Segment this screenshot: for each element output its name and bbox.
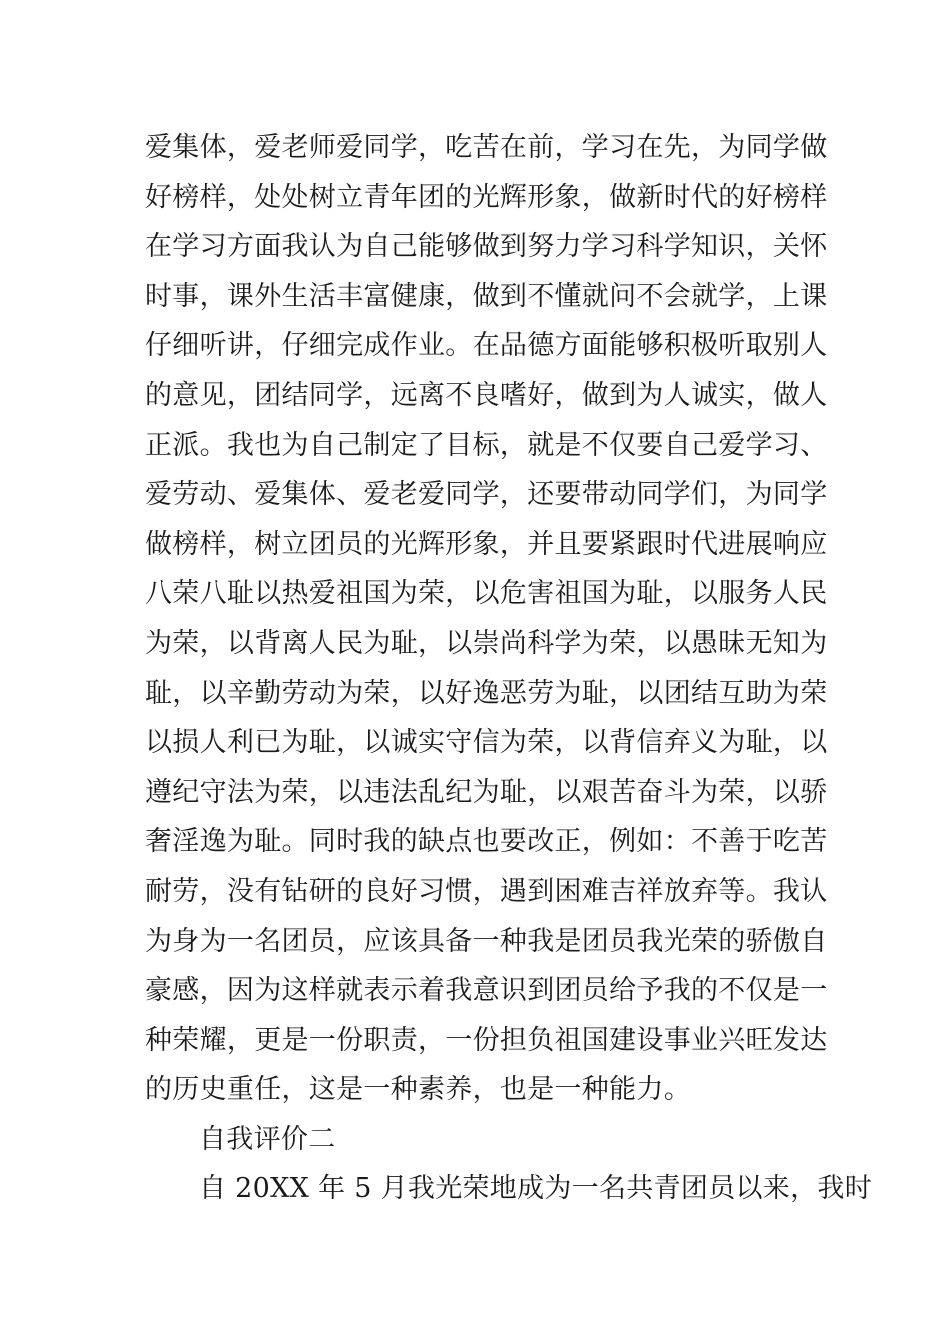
text-line: 好榜样，处处树立青年团的光辉形象，做新时代的好榜样	[145, 181, 828, 213]
text-line: 爱劳动、爱集体、爱老爱同学，还要带动同学们，为同学	[145, 479, 828, 511]
text-line: 为荣，以背离人民为耻，以崇尚科学为荣，以愚昧无知为	[145, 627, 828, 659]
text-line: 时事，课外生活丰富健康，做到不懂就问不会就学，上课	[145, 280, 828, 312]
text-line: 的历史重任，这是一种素养，也是一种能力。	[145, 1074, 691, 1106]
body-text	[145, 123, 873, 1214]
text-line: 以损人利已为耻，以诚实守信为荣，以背信弃义为耻，以	[145, 727, 828, 759]
text-line: 遵纪守法为荣，以违法乱纪为耻，以艰苦奋斗为荣，以骄	[145, 776, 828, 808]
section-heading: 自我评价二	[199, 1123, 336, 1155]
text-line: 爱集体，爱老师爱同学，吃苦在前，学习在先，为同学做	[145, 132, 828, 163]
text-line: 正派。我也为自己制定了目标，就是不仅要自己爱学习、	[145, 429, 828, 461]
text-line: 种荣耀，更是一份职责，一份担负祖国建设事业兴旺发达	[145, 1024, 828, 1056]
text-line: 为身为一名团员，应该具备一种我是团员我光荣的骄傲自	[145, 925, 828, 957]
text-line: 仔细听讲，仔细完成作业。在品德方面能够积极听取别人	[145, 330, 828, 362]
text-line: 的意见，团结同学，远离不良嗜好，做到为人诚实，做人	[145, 379, 828, 411]
text-line: 耻，以辛勤劳动为荣，以好逸恶劳为耻，以团结互助为荣	[145, 677, 828, 709]
text-line: 在学习方面我认为自己能够做到努力学习科学知识，关怀	[145, 231, 828, 263]
text-line: 耐劳，没有钻研的良好习惯，遇到困难吉祥放弃等。我认	[145, 875, 828, 907]
text-line: 豪感，因为这样就表示着我意识到团员给予我的不仅是一	[145, 975, 828, 1007]
text-line: 八荣八耻以热爱祖国为荣，以危害祖国为耻，以服务人民	[145, 578, 828, 610]
paragraph-first-line: 自 20XX 年 5 月我光荣地成为一名共青团员以来，我时	[199, 1173, 873, 1205]
text-line: 奢淫逸为耻。同时我的缺点也要改正，例如：不善于吃苦	[145, 826, 828, 858]
text-line: 做榜样，树立团员的光辉形象，并且要紧跟时代进展响应	[145, 528, 828, 560]
